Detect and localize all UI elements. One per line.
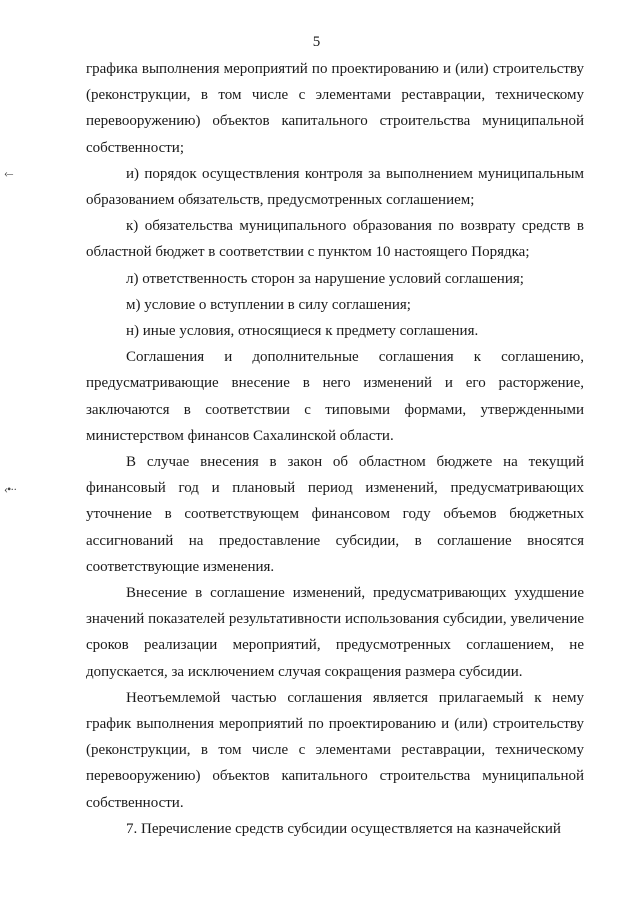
paragraph: Внесение в соглашение изменений, предусматривающих ухудшение значений показателей результативности использования субсидии, увеличение сроков реализации мероприятий, предусмотренных соглашением, не допускается, за исключением случая сокращения размера субсидии. [86, 585, 584, 680]
paragraph: Неотъемлемой частью соглашения является прилагаемый к нему график выполнения мероприятий по проектированию и (или) строительству (реконструкции, в том числе с элементами реставрации, техническому перевооружению) объектов капитального строительства муниципальной собственности. [86, 689, 584, 811]
paragraph: и) порядок осуществления контроля за выполнением муниципальным образованием обязательств, предусмотренных соглашением; [86, 165, 584, 209]
document-body [86, 56, 584, 842]
paragraph: н) иные условия, относящиеся к предмету соглашения. [126, 323, 479, 340]
margin-mark: ‹•·· [4, 482, 17, 496]
paragraph: л) ответственность сторон за нарушение условий соглашения; [126, 270, 524, 287]
paragraph: м) условие о вступлении в силу соглашения; [126, 296, 411, 313]
paragraph: В случае внесения в закон об областном бюджете на текущий финансовый год и плановый период изменений, предусматривающих уточнение в соответствующем финансовом году объемов бюджетных ассигнований на предоставление субсидии, в соглашение вносятся соответствующие изменения. [86, 454, 584, 575]
paragraph: графика выполнения мероприятий по проектированию и (или) строительству (реконструкции, в том числе с элементами реставрации, техническому перевооружению) объектов капитального строительства муниципальной собственности; [86, 61, 584, 156]
paragraph: к) обязательства муниципального образования по возврату средств в областной бюджет в соответствии с пунктом 10 настоящего Порядка; [86, 218, 584, 261]
paragraph: 7. Перечисление средств субсидии осуществляется на казначейский [126, 820, 561, 837]
paragraph: Соглашения и дополнительные соглашения к соглашению, предусматривающие внесение в него изменений и его расторжение, заключаются в соответствии с типовыми формами, утвержденными министерством финансов Сахалинской области. [86, 349, 584, 444]
page-number: 5 [312, 34, 321, 50]
margin-mark: ‹– [4, 166, 12, 180]
